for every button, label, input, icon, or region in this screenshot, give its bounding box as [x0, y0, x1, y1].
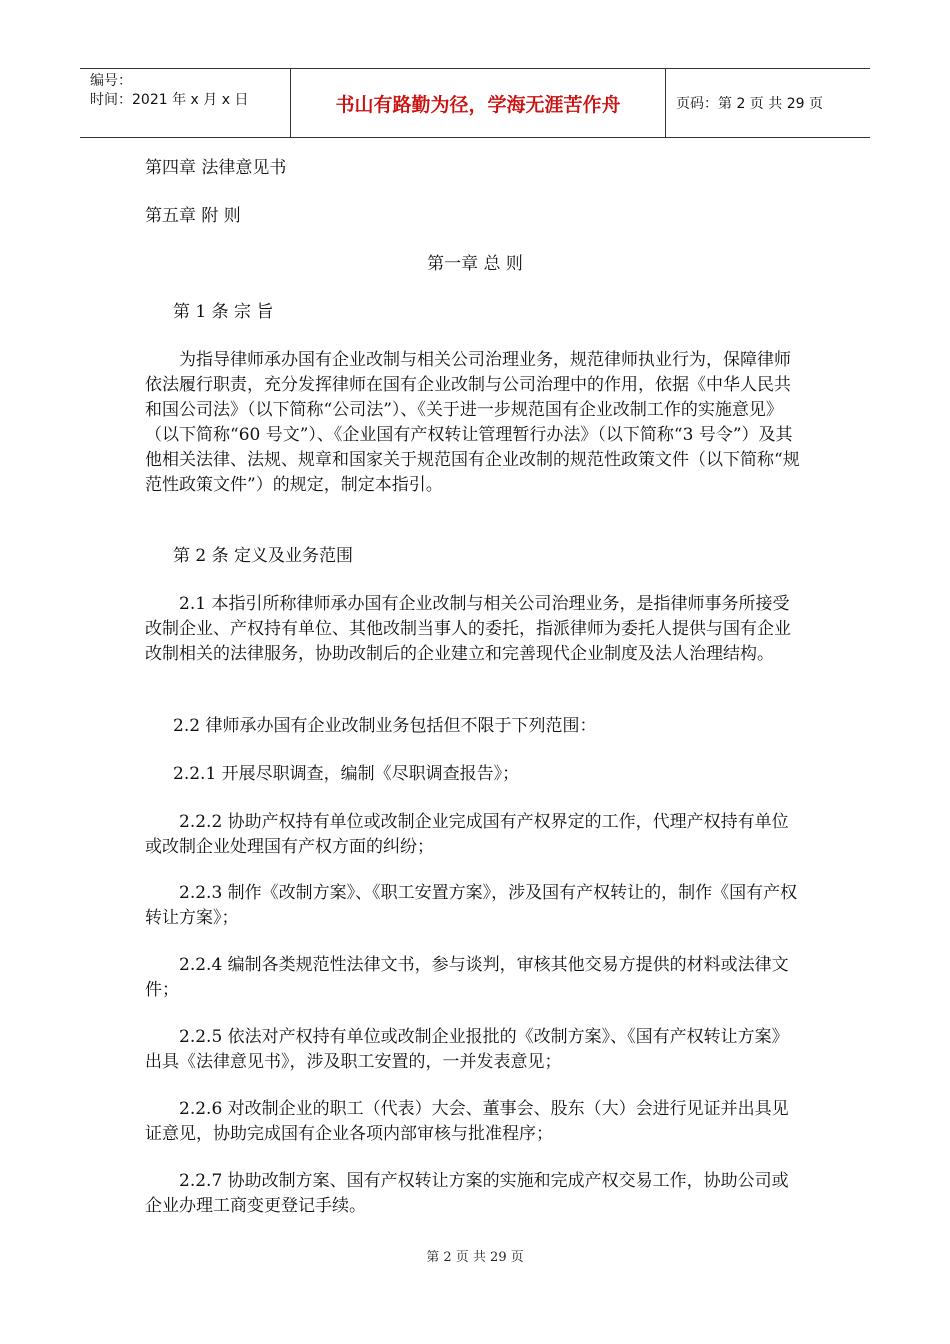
- clause-2-2-2: 2.2.2 协助产权持有单位或改制企业完成国有产权界定的工作，代理产权持有单位或改制企业处理国有产权方面的纠纷；: [145, 812, 789, 857]
- toc-chapter-4: 第四章 法律意见书: [145, 158, 287, 178]
- document-number-label: 编号：: [90, 73, 132, 89]
- header-meta: [80, 69, 290, 137]
- chapter-1-heading: 第一章 总 则: [427, 254, 523, 274]
- toc-chapter-5: 第五章 附 则: [145, 206, 241, 226]
- header-page-info: 页码：第 2 页 共 29 页: [676, 96, 823, 112]
- header-motto: 书山有路勤为径，学海无涯苦作舟: [290, 69, 666, 137]
- page-footer: 第 2 页 共 29 页: [426, 1250, 524, 1265]
- clause-2-2-6: 2.2.6 对改制企业的职工（代表）大会、董事会、股东（大）会进行见证并出具见证意见，协助完成国有企业各项内部审核与批准程序；: [145, 1099, 789, 1144]
- clause-2-2-4: 2.2.4 编制各类规范性法律文书，参与谈判，审核其他交易方提供的材料或法律文件；: [145, 955, 789, 1000]
- page-header: [80, 68, 870, 138]
- clause-2-2-3: 2.2.3 制作《改制方案》、《职工安置方案》，涉及国有产权转让的，制作《国有产权转让方案》；: [145, 883, 798, 928]
- article-2-heading: 第 2 条 定义及业务范围: [173, 546, 354, 566]
- clause-2-2: 2.2 律师承办国有企业改制业务包括但不限于下列范围：: [173, 716, 597, 736]
- clause-2-1: 2.1 本指引所称律师承办国有企业改制与相关公司治理业务，是指律师事务所接受改制企业、产权持有单位、其他改制当事人的委托，指派律师为委托人提供与国有企业改制相关的法律服务，协助改制后的企业建立和完善现代企业制度及法人治理结构。: [145, 594, 791, 664]
- article-1-heading: 第 1 条 宗 旨: [173, 302, 274, 322]
- document-date: 时间：2021 年 x 月 x 日: [90, 92, 249, 108]
- clause-2-2-5: 2.2.5 依法对产权持有单位或改制企业报批的《改制方案》、《国有产权转让方案》出具《法律意见书》，涉及职工安置的，一并发表意见；: [145, 1027, 789, 1072]
- article-1-text: 为指导律师承办国有企业改制与相关公司治理业务，规范律师执业行为，保障律师依法履行职责，充分发挥律师在国有企业改制与公司治理中的作用，依据《中华人民共和国公司法》（以下简称“公司法”）、《关于进一步规范国有企业改制工作的实施意见》（以下简称“60 号文”）、《企业国有产权转让管理暂行办法》（以下简称“3 号令”）及其他相关法律、法规、规章和国家关于规范国有企业改制的规范性政策文件（以下简称“规范性政策文件”）的规定，制定本指引。: [145, 350, 800, 495]
- clause-2-2-7: 2.2.7 协助改制方案、国有产权转让方案的实施和完成产权交易工作，协助公司或企业办理工商变更登记手续。: [145, 1171, 789, 1216]
- clause-2-2-1: 2.2.1 开展尽职调查，编制《尽职调查报告》；: [173, 764, 520, 784]
